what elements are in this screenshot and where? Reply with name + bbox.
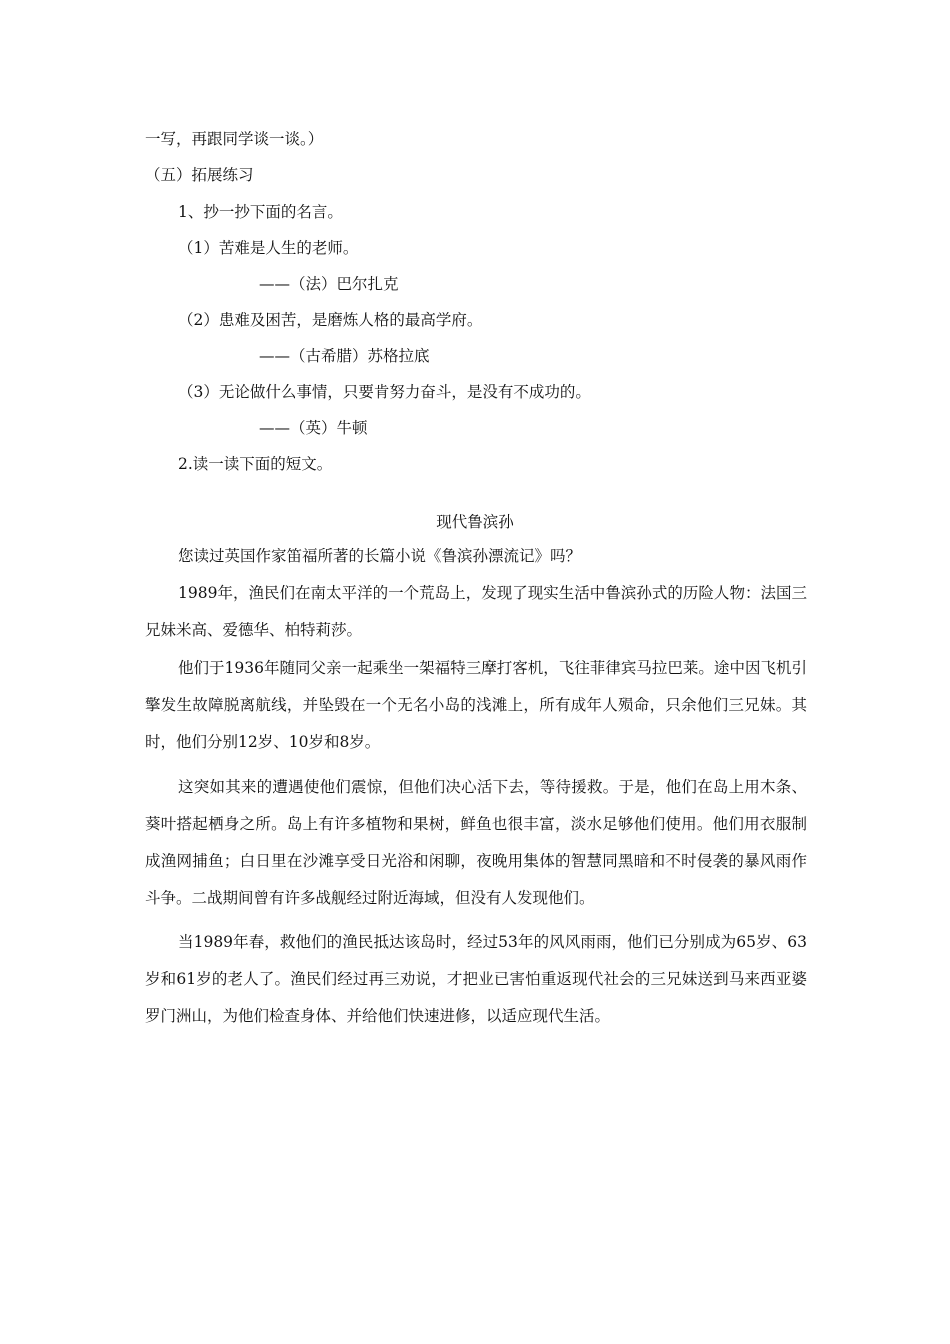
quote-1: （1）苦难是人生的老师。 xyxy=(178,239,359,257)
article-paragraph-4: 这突如其来的遭遇使他们震惊，但他们决心活下去，等待援救。于是，他们在岛上用木条、葵叶搭起栖身之所。岛上有许多植物和果树，鲜鱼也很丰富，淡水足够他们使用。他们用衣服制成渔网捕鱼；白日里在沙滩享受日光浴和闲聊，夜晚用集体的智慧同黑暗和不时侵袭的暴风雨作斗争。二战期间曾有许多战舰经过附近海域，但没有人发现他们。 xyxy=(145,778,807,907)
article-paragraph-1: 您读过英国作家笛福所著的长篇小说《鲁滨孙漂流记》吗？ xyxy=(178,547,582,565)
quote-3-author: ——（英）牛顿 xyxy=(259,419,368,437)
article-paragraph-3: 他们于1936年随同父亲一起乘坐一架福特三摩打客机，飞往菲律宾马拉巴莱。途中因飞机引擎发生故障脱离航线，并坠毁在一个无名小岛的浅滩上，所有成年人殒命，只余他们三兄妹。其时，他们分别12岁、10岁和8岁。 xyxy=(145,659,807,751)
article-title: 现代鲁滨孙 xyxy=(436,513,514,531)
quote-1-author: ——（法）巴尔扎克 xyxy=(259,275,399,293)
article-paragraph-5: 当1989年春，救他们的渔民抵达该岛时，经过53年的风风雨雨，他们已分别成为65岁、63岁和61岁的老人了。渔民们经过再三劝说，才把业已害怕重返现代社会的三兄妹送到马来西亚婆罗门洲山，为他们检查身体、并给他们快速进修，以适应现代生活。 xyxy=(145,933,807,1025)
exercise-item-2: 2.读一读下面的短文。 xyxy=(178,455,333,473)
continuation-line: 一写，再跟同学谈一谈。） xyxy=(145,130,324,148)
quote-3: （3）无论做什么事情，只要肯努力奋斗，是没有不成功的。 xyxy=(178,383,591,401)
article-paragraph-2: 1989年，渔民们在南太平洋的一个荒岛上，发现了现实生活中鲁滨孙式的历险人物：法国三兄妹米高、爱德华、柏特莉莎。 xyxy=(145,584,807,639)
quote-2: （2）患难及困苦，是磨炼人格的最高学府。 xyxy=(178,311,483,329)
section-heading: （五）拓展练习 xyxy=(145,166,254,184)
quote-2-author: ——（古希腊）苏格拉底 xyxy=(259,347,430,365)
exercise-item-1: 1、抄一抄下面的名言。 xyxy=(178,203,343,221)
